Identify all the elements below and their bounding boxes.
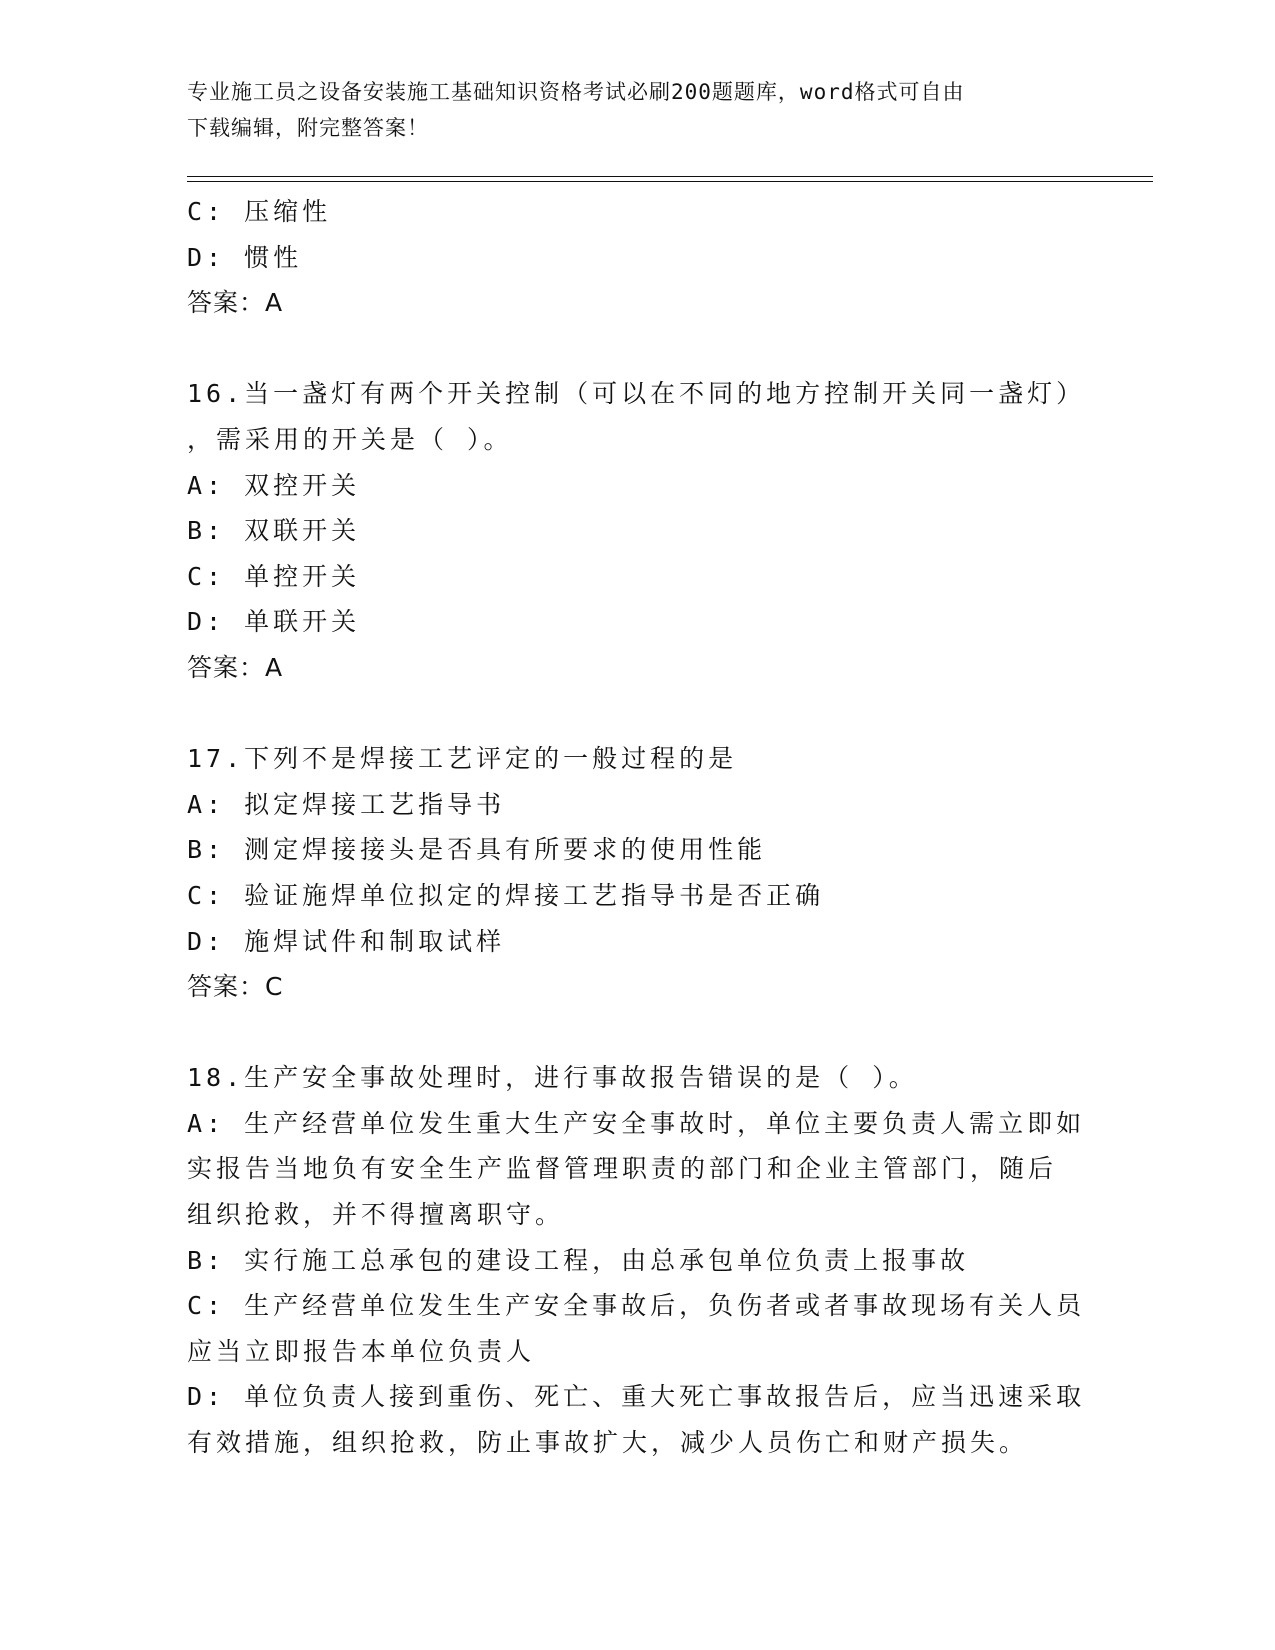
answer-line: 答案：A bbox=[187, 288, 284, 318]
question-stem: 17.下列不是焊接工艺评定的一般过程的是 bbox=[187, 744, 738, 774]
option-a: A: 拟定焊接工艺指导书 bbox=[187, 789, 506, 819]
question-stem: 18.生产安全事故处理时，进行事故报告错误的是（ ）。 bbox=[187, 1063, 918, 1093]
option-a-continued: 实报告当地负有安全生产监督管理职责的部门和企业主管部门，随后 bbox=[187, 1154, 1058, 1184]
question-16 bbox=[187, 371, 1087, 690]
option-b: B: 双联开关 bbox=[187, 516, 361, 546]
question-17 bbox=[187, 736, 1087, 1010]
spacer bbox=[187, 326, 1087, 372]
header-divider-top bbox=[187, 176, 1153, 177]
header-line-2: 下载编辑，附完整答案！ bbox=[187, 116, 429, 140]
option-d: D: 施焊试件和制取试样 bbox=[187, 926, 506, 956]
option-c: C: 压缩性 bbox=[187, 197, 332, 226]
header-line-1: 专业施工员之设备安装施工基础知识资格考试必刷200题题库，word格式可自由 bbox=[187, 80, 965, 104]
option-b: B: 实行施工总承包的建设工程，由总承包单位负责上报事故 bbox=[187, 1245, 970, 1275]
option-c-continued: 应当立即报告本单位负责人 bbox=[187, 1336, 536, 1366]
question-18 bbox=[187, 1055, 1087, 1465]
answer-line: 答案：C bbox=[187, 972, 284, 1002]
header-divider-bottom bbox=[187, 181, 1153, 182]
option-a: A: 生产经营单位发生重大生产安全事故时，单位主要负责人需立即如 bbox=[187, 1108, 1086, 1138]
question-list bbox=[187, 189, 1087, 1466]
option-d: D: 单联开关 bbox=[187, 607, 361, 637]
document-header bbox=[187, 74, 1087, 146]
option-c: C: 验证施焊单位拟定的焊接工艺指导书是否正确 bbox=[187, 880, 825, 910]
option-d-continued: 有效措施，组织抢救，防止事故扩大，减少人员伤亡和财产损失。 bbox=[187, 1428, 1029, 1458]
question-stem-continued: ，需采用的开关是（ ）。 bbox=[187, 424, 513, 454]
answer-line: 答案：A bbox=[187, 652, 284, 682]
option-a-continued: 组织抢救，并不得擅离职守。 bbox=[187, 1200, 565, 1230]
option-d: D: 单位负责人接到重伤、死亡、重大死亡事故报告后，应当迅速采取 bbox=[187, 1382, 1086, 1412]
question-stem: 16.当一盏灯有两个开关控制（可以在不同的地方控制开关同一盏灯） bbox=[187, 379, 1086, 409]
option-c: C: 单控开关 bbox=[187, 561, 361, 591]
spacer bbox=[187, 1010, 1087, 1056]
question-15 bbox=[187, 189, 1087, 326]
spacer bbox=[187, 691, 1087, 737]
option-d: D: 惯性 bbox=[187, 242, 303, 272]
option-c: C: 生产经营单位发生生产安全事故后，负伤者或者事故现场有关人员 bbox=[187, 1291, 1086, 1321]
option-b: B: 测定焊接接头是否具有所要求的使用性能 bbox=[187, 835, 767, 865]
option-a: A: 双控开关 bbox=[187, 470, 361, 500]
